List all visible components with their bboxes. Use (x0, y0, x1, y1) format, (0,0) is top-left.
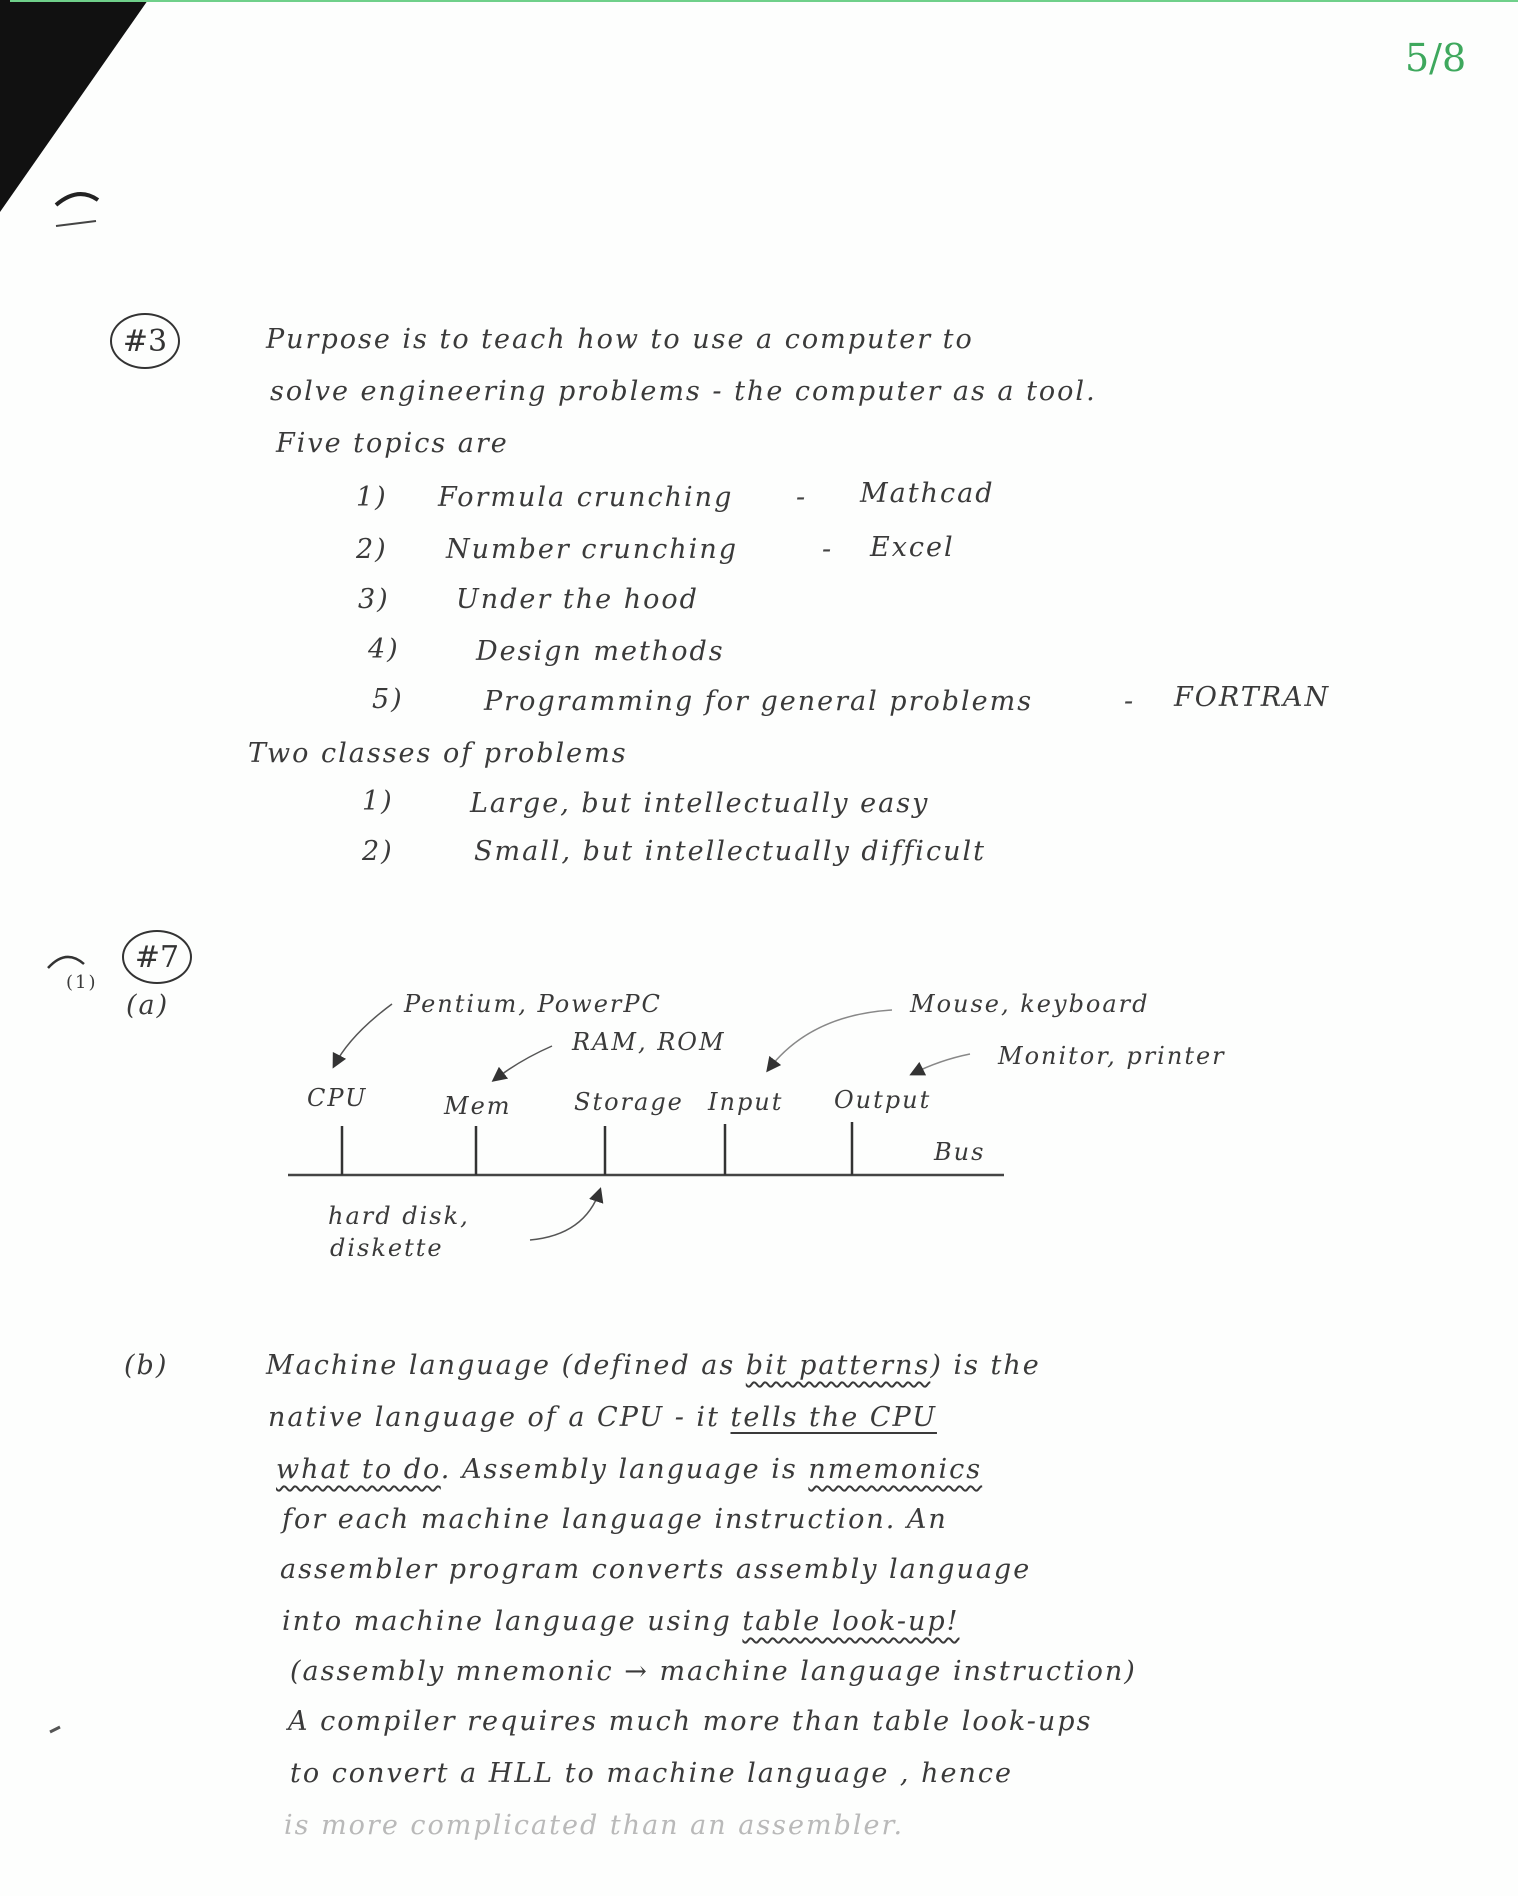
component-cpu: CPU (307, 1084, 368, 1112)
topic-5-text: Programming for general problems (484, 686, 1034, 717)
arrow-to-cpu (334, 1004, 392, 1066)
arrow-to-input (768, 1010, 892, 1070)
section3-line-3: Five topics are (276, 428, 509, 459)
topic-5-dash: - (1124, 686, 1136, 717)
topic-1-number: 1) (356, 482, 388, 513)
paragraph-segment: assembler program converts assembly language (280, 1554, 1032, 1585)
class-2-text: Small, but intellectually difficult (474, 836, 986, 867)
topic-4-text: Design methods (476, 636, 725, 667)
paragraph-line-2 (268, 1402, 937, 1433)
topic-2-text: Number crunching (446, 534, 738, 565)
paragraph-line-9 (290, 1758, 1013, 1789)
paragraph-line-5 (280, 1554, 1031, 1585)
paragraph-segment: to convert a HLL to machine language , hence (290, 1758, 1013, 1789)
component-mem: Mem (444, 1092, 512, 1120)
paragraph-segment: is more complicated than an assembler. (284, 1810, 905, 1841)
paragraph-segment: Machine language (defined as (266, 1350, 746, 1381)
paragraph-segment: for each machine language instruction. An (282, 1504, 948, 1535)
component-storage: Storage (574, 1088, 684, 1116)
paragraph-line-10 (284, 1810, 904, 1841)
output-annotation: Monitor, printer (998, 1042, 1226, 1070)
paragraph-segment: tells the CPU (730, 1402, 937, 1433)
paragraph-segment: into machine language using (282, 1606, 743, 1637)
paragraph-line-1 (266, 1350, 1041, 1381)
component-output: Output (834, 1086, 932, 1114)
paragraph-line-4 (282, 1504, 948, 1535)
paragraph-line-6 (282, 1606, 960, 1637)
part-a-label: (a) (126, 990, 170, 1021)
storage-annotation-1: hard disk, (328, 1202, 470, 1230)
part-b-label: (b) (124, 1350, 169, 1381)
bus-label: Bus (934, 1138, 986, 1166)
paragraph-line-8 (288, 1706, 1092, 1737)
topic-2-dash: - (822, 534, 834, 565)
section-3-marker: #3 (110, 313, 180, 369)
topic-2-number: 2) (356, 534, 388, 565)
paragraph-line-3 (276, 1454, 982, 1485)
margin-mark-label: (1) (66, 972, 98, 993)
component-input: Input (708, 1088, 784, 1116)
topic-5-number: 5) (372, 684, 404, 715)
section3-line-2: solve engineering problems - the computer as a tool. (270, 376, 1097, 407)
paragraph-segment: nmemonics (808, 1454, 983, 1485)
input-annotation: Mouse, keyboard (910, 990, 1150, 1018)
class-1-number: 1) (362, 786, 394, 817)
paragraph-segment: (assembly mnemonic → machine language instruction) (290, 1656, 1137, 1687)
mem-annotation: RAM, ROM (572, 1028, 726, 1056)
paragraph-segment: ) is the (930, 1350, 1041, 1381)
topic-3-number: 3) (358, 584, 390, 615)
topic-4-number: 4) (368, 634, 400, 665)
arrow-to-mem (494, 1046, 552, 1080)
topic-1-tool: Mathcad (860, 478, 995, 509)
cpu-annotation: Pentium, PowerPC (404, 990, 662, 1018)
page-number: 5/8 (1405, 36, 1467, 80)
topic-5-tool: FORTRAN (1174, 682, 1331, 713)
storage-annotation-2: diskette (330, 1234, 444, 1262)
arrow-to-storage (530, 1190, 600, 1240)
section-7-marker: #7 (122, 930, 192, 984)
topic-1-text: Formula crunching (438, 482, 734, 513)
class-1-text: Large, but intellectually easy (470, 788, 930, 819)
topic-2-tool: Excel (870, 532, 955, 563)
class-2-number: 2) (362, 836, 394, 867)
classes-heading: Two classes of problems (248, 738, 628, 769)
paragraph-segment: . Assembly language is (440, 1454, 809, 1485)
section3-line-1: Purpose is to teach how to use a computer to (266, 324, 974, 355)
paragraph-segment: A compiler requires much more than table look-ups (288, 1706, 1093, 1737)
paragraph-segment: native language of a CPU - it (268, 1402, 731, 1433)
arrow-to-output (912, 1054, 970, 1074)
topic-1-dash: - (796, 482, 808, 513)
paragraph-segment: table look-up! (742, 1606, 960, 1637)
paragraph-segment: what to do (276, 1454, 441, 1485)
paragraph-segment: bit patterns (745, 1350, 931, 1381)
paragraph-line-7 (290, 1656, 1137, 1687)
topic-3-text: Under the hood (456, 584, 699, 615)
